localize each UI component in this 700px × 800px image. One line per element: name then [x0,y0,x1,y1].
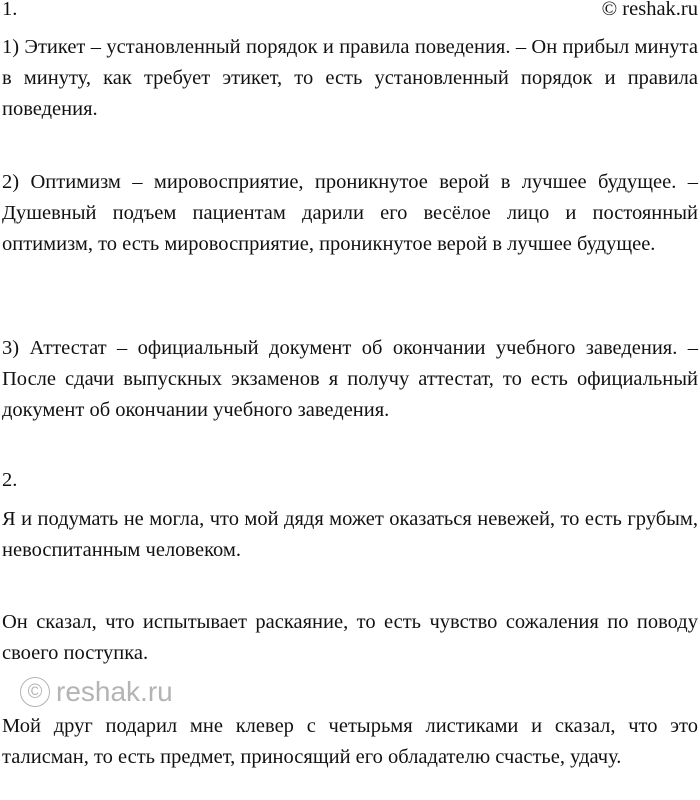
paragraph-certificate: 3) Аттестат – официальный документ об окончании учебного заведения. – После сдачи выпускных экзаменов я получу аттестат, то есть официальный документ об окончании учебного заведения. [2,337,698,421]
paragraph-talisman: Мой друг подарил мне клевер с четырьмя листиками и сказал, что это талисман, то есть предмет, приносящий его обладателю счастье, удачу. [2,715,698,768]
paragraph-etiquette: 1) Этикет – установленный порядок и правила поведения. – Он прибыл минута в минуту, как требует этикет, то есть установленный порядок и правила поведения. [2,36,698,120]
paragraph-optimism: 2) Оптимизм – мировосприятие, проникнутое верой в лучшее будущее. – Душевный подъем пациентам дарили его весёлое лицо и постоянный оптимизм, то есть мировосприятие, проникнутое верой в лучшее будущее. [2,171,698,255]
paragraph-repentance: Он сказал, что испытывает раскаяние, то есть чувство сожаления по поводу своего поступка. [2,611,698,664]
section-2-number: 2. [2,469,18,491]
copyright-label: © reshak.ru [601,0,698,20]
watermark-group [20,674,173,708]
paragraph-ignoramus: Я и подумать не могла, что мой дядя может оказаться невежей, то есть грубым, невоспитанным человеком. [2,508,698,561]
watermark: reshak.ru [56,675,173,707]
watermark-copyright-icon: © [20,677,50,707]
section-1-number: 1. [2,0,18,20]
